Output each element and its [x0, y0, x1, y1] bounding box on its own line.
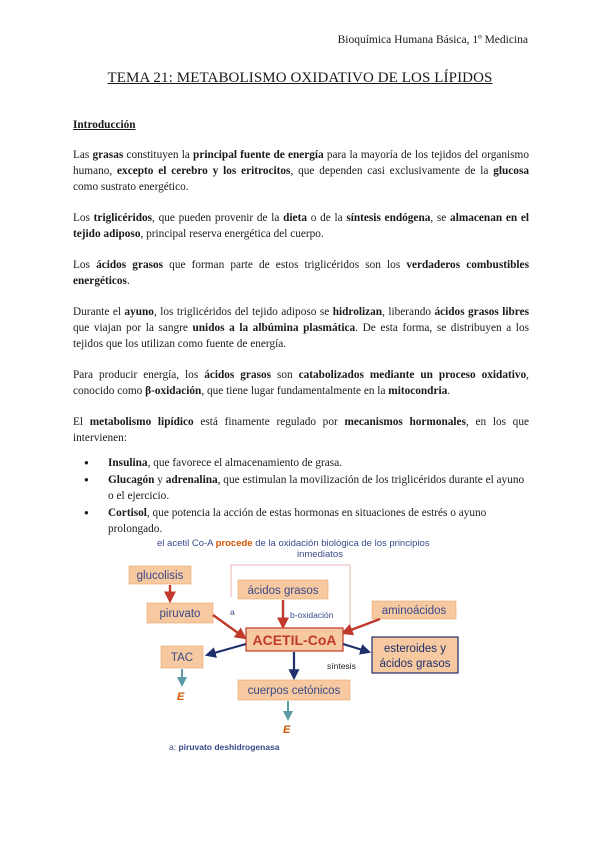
text: , los triglicéridos del tejido adiposo se — [153, 306, 333, 318]
acetil-coa-label: ACETIL-CoA — [252, 632, 337, 648]
text: para la mayoría de los tejidos del organismo humano, — [73, 149, 529, 177]
text: , liberando — [382, 306, 435, 318]
diagram-caption — [157, 538, 430, 549]
bold-text: mitocondria — [388, 385, 448, 397]
paragraph-trigliceridos — [73, 210, 529, 242]
diagram-caption-line2: inmediatos — [297, 549, 343, 560]
energy-label-2: E — [283, 724, 291, 736]
bold-text: grasas — [92, 149, 124, 161]
bold-text: ácidos grasos libres — [434, 306, 530, 318]
aminoacidos-label: aminoácidos — [381, 605, 447, 617]
bold-text: catabolizados mediante un proceso oxidativo — [298, 369, 527, 381]
text: , que estimulan la movilización de los triglicéridos durante el ayuno o el ejercicio. — [108, 474, 525, 502]
page-header: Bioquímica Humana Básica, 1º Medicina — [337, 34, 528, 46]
text: , en los que intervienen: — [73, 416, 529, 444]
intro-heading — [73, 117, 529, 133]
text: , que potencia la acción de estas hormonas en situaciones de estrés o ayuno prolongado. — [108, 507, 487, 535]
esteroides-label-1: esteroides y — [383, 643, 447, 655]
text: . De esta forma, se distribuyen a los tejidos que los utilizan como fuente de energía. — [73, 322, 529, 350]
a-label: a — [230, 607, 235, 617]
text: que forman parte de estos triglicéridos son los — [163, 259, 407, 271]
list-item-insulina — [108, 455, 529, 471]
text: está finamente regulado por — [193, 416, 345, 428]
bold-text: Insulina — [108, 457, 148, 469]
text: , que tiene lugar fundamentalmente en la — [201, 385, 389, 397]
text: son — [271, 369, 299, 381]
acidos-grasos-label: ácidos grasos — [247, 585, 319, 597]
bold-text: adrenalina — [165, 474, 218, 486]
paragraph-grasas — [73, 147, 529, 195]
esteroides-label-2: ácidos grasos — [379, 658, 451, 670]
text: , se — [430, 212, 451, 224]
text: , que favorece el almacenamiento de grasa. — [147, 457, 343, 469]
arrow-aminoacidos-acetil — [343, 619, 380, 633]
bold-text: almacenan en el tejido adiposo — [73, 212, 530, 240]
arrow-acetil-tac — [207, 644, 246, 655]
text: constituyen la — [123, 149, 194, 161]
piruvato-label: piruvato — [159, 608, 201, 620]
text: que viajan por la sangre — [73, 322, 193, 334]
text: , que pueden provenir de la — [152, 212, 284, 224]
document-body — [73, 117, 529, 538]
energy-label-1: E — [177, 691, 185, 703]
caption-bold: procede — [215, 538, 253, 549]
footnote-text: piruvato deshidrogenasa — [178, 742, 280, 752]
text: y — [154, 474, 166, 486]
glucolisis-label: glucolisis — [136, 570, 184, 582]
text: . — [447, 385, 451, 397]
text: , principal reserva energética del cuerpo. — [140, 228, 324, 240]
bold-text: mecanismos hormonales — [344, 416, 466, 428]
cuerpos-cetonicos-label: cuerpos cetónicos — [247, 685, 341, 697]
bold-text: ayuno — [124, 306, 154, 318]
list-item-glucagon — [108, 472, 529, 504]
bold-text: excepto el cerebro y los eritrocitos — [117, 165, 291, 177]
b-oxidacion-label: b-oxidación — [290, 610, 334, 620]
page-title: TEMA 21: METABOLISMO OXIDATIVO DE LOS LÍPIDOS — [107, 70, 493, 86]
text: Los — [73, 212, 94, 224]
bold-text: ácidos grasos — [96, 259, 164, 271]
sintesis-label: síntesis — [327, 661, 356, 671]
bold-text: glucosa — [493, 165, 529, 177]
text: , que dependen casi exclusivamente de la — [290, 165, 494, 177]
intro-heading-text: Introducción — [73, 119, 136, 131]
paragraph-regulacion — [73, 414, 529, 446]
paragraph-ayuno — [73, 304, 529, 352]
text: como sustrato energético. — [73, 181, 189, 193]
bold-text: ácidos grasos — [204, 369, 272, 381]
diagram-svg — [125, 527, 495, 762]
text: Los — [73, 259, 97, 271]
text: Durante el — [73, 306, 125, 318]
text: o de la — [307, 212, 347, 224]
paragraph-beta-oxidacion — [73, 367, 529, 399]
footnote-key: a: — [169, 742, 179, 752]
bold-text: dieta — [283, 212, 307, 224]
bold-text: hidrolizan — [332, 306, 383, 318]
acetyl-coa-diagram — [125, 527, 495, 762]
bold-text: verdaderos combustibles energéticos — [73, 259, 529, 287]
text: El — [73, 416, 90, 428]
bold-text: Cortisol — [108, 507, 147, 519]
caption-text: el acetil Co-A — [157, 538, 216, 549]
text: Las — [73, 149, 93, 161]
arrow-acetil-esteroides — [343, 644, 369, 652]
bold-text: metabolismo lipídico — [89, 416, 194, 428]
bold-text: síntesis endógena — [346, 212, 431, 224]
bold-text: triglicéridos — [93, 212, 153, 224]
text: , conocido como — [73, 369, 529, 397]
tac-label: TAC — [170, 652, 194, 664]
bold-text: unidos a la albúmina plasmática — [192, 322, 356, 334]
caption-text: de la oxidación biológica de los principios — [252, 538, 430, 549]
text: . — [126, 275, 130, 287]
text: Para producir energía, los — [73, 369, 205, 381]
diagram-footnote — [169, 742, 280, 752]
arrow-piruvato-acetil — [213, 615, 245, 638]
bold-text: Glucagón — [108, 474, 155, 486]
paragraph-acidos-grasos — [73, 257, 529, 289]
bold-text: β-oxidación — [145, 385, 202, 397]
hormone-list — [73, 455, 529, 537]
bold-text: principal fuente de energía — [193, 149, 324, 161]
